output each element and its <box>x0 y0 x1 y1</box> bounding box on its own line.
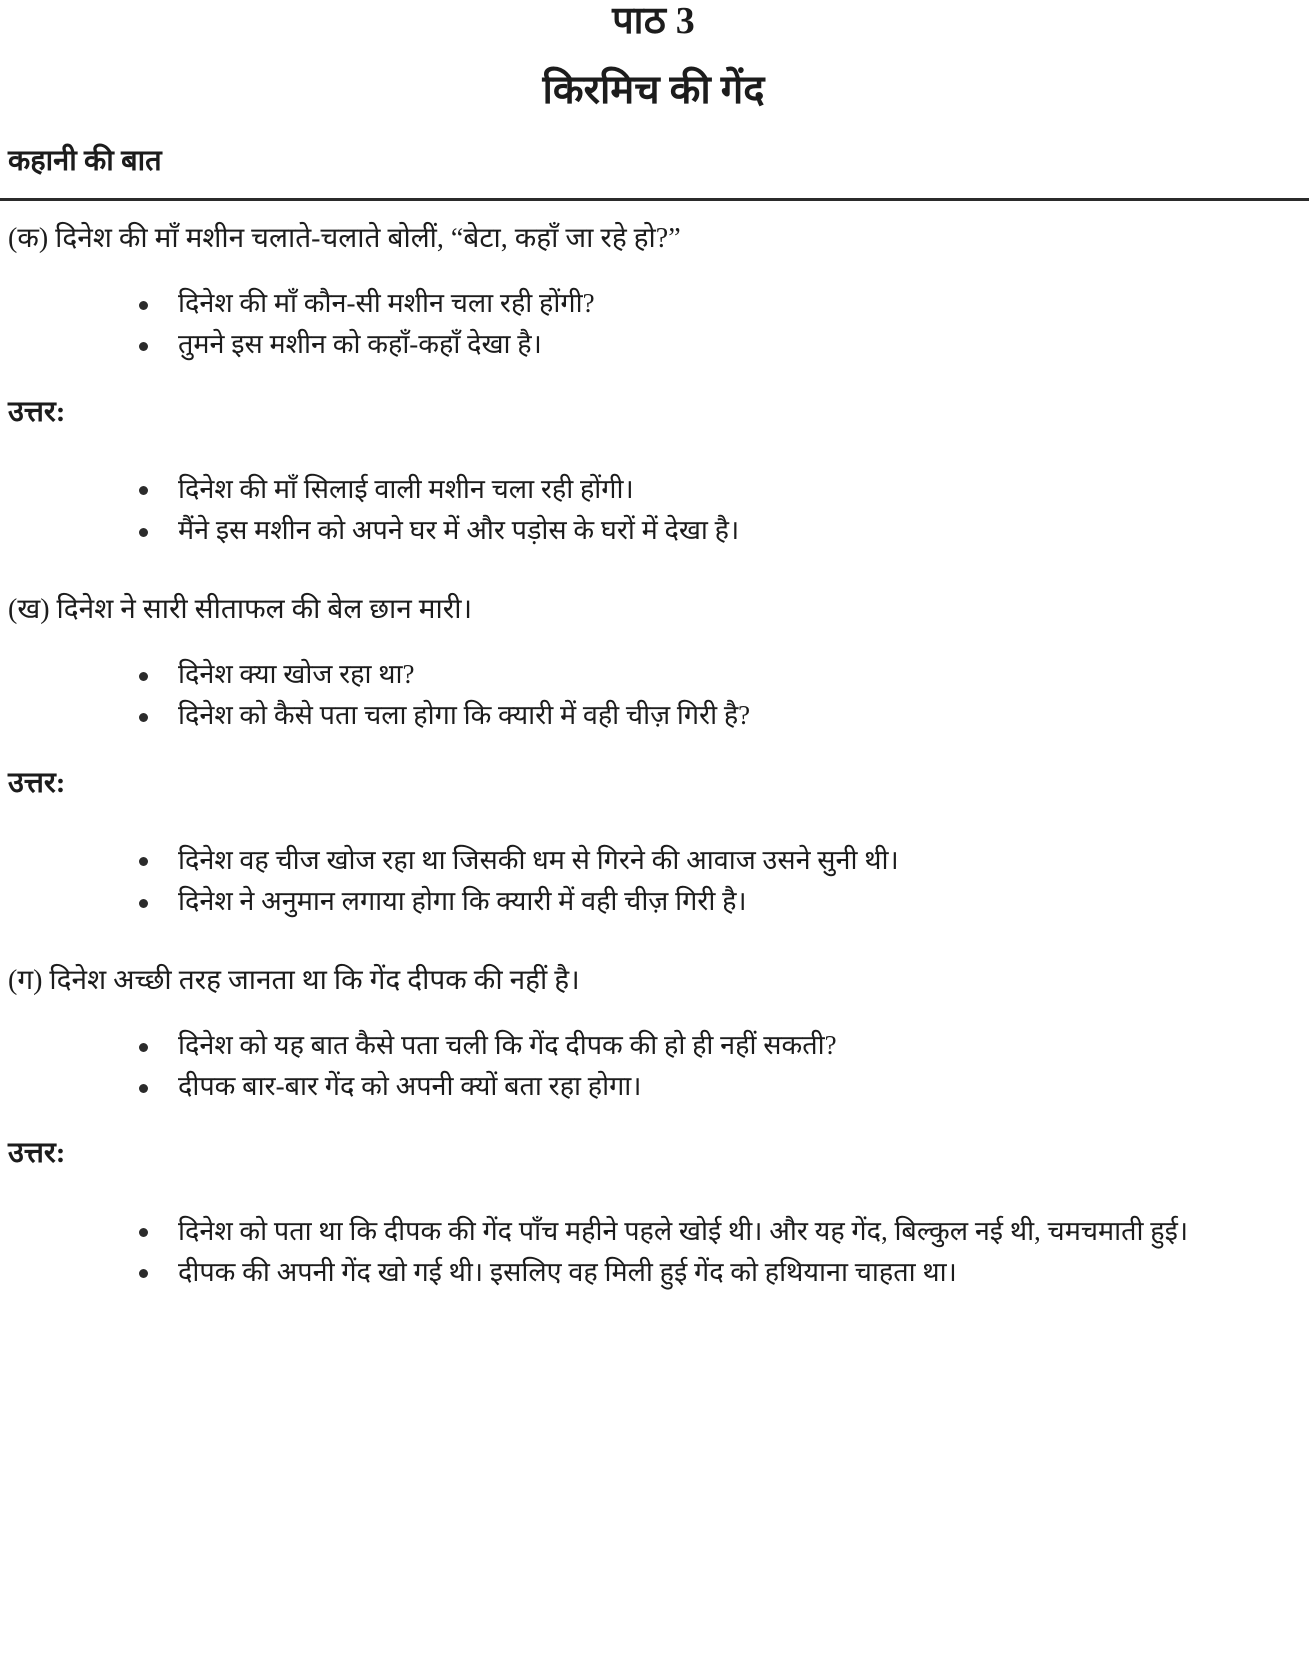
bullet-icon <box>139 672 148 681</box>
bullet-icon <box>139 713 148 722</box>
bullet-icon <box>139 342 148 351</box>
list-item-text: दिनेश को पता था कि दीपक की गेंद पाँच महीने पहले खोई थी। और यह गेंद, बिल्कुल नई थी, चमचमाती हुई। <box>178 1215 1189 1246</box>
bullet-icon <box>139 857 148 866</box>
answer-heading: उत्तर: <box>8 1137 66 1170</box>
list-item <box>6 1067 1301 1106</box>
list-item-text: दिनेश वह चीज खोज रहा था जिसकी धम से गिरने की आवाज उसने सुनी थी। <box>178 844 899 875</box>
list-item-text: दिनेश क्या खोज रहा था? <box>178 659 415 690</box>
qa-block <box>6 219 1301 550</box>
list-item <box>6 882 1301 921</box>
list-item-text: दिनेश को कैसे पता चला होगा कि क्यारी में वही चीज़ गिरी है? <box>178 700 751 731</box>
list-item-text: तुमने इस मशीन को कहाँ-कहाँ देखा है। <box>178 329 542 360</box>
list-item <box>6 1253 1301 1292</box>
question-prompt: (ग) दिनेश अच्छी तरह जानता था कि गेंद दीपक की नहीं है। <box>8 964 580 996</box>
bullet-icon <box>139 1084 148 1093</box>
qa-block <box>6 961 1301 1292</box>
list-item <box>6 511 1301 550</box>
bullet-icon <box>139 1228 148 1237</box>
list-item-text: दिनेश की माँ सिलाई वाली मशीन चला रही होंगी। <box>178 473 634 504</box>
list-item <box>6 325 1301 364</box>
header-divider <box>0 198 1309 201</box>
question-list <box>6 284 1301 364</box>
list-item-text: दिनेश की माँ कौन-सी मशीन चला रही होंगी? <box>178 288 595 319</box>
list-item <box>6 655 1301 694</box>
qa-block <box>6 590 1301 921</box>
list-item-text: दिनेश ने अनुमान लगाया होगा कि क्यारी में वही चीज़ गिरी है। <box>178 885 747 916</box>
question-list <box>6 655 1301 735</box>
answer-list <box>6 841 1301 921</box>
question-list <box>6 1026 1301 1106</box>
bullet-icon <box>139 301 148 310</box>
answer-heading: उत्तर: <box>8 395 66 428</box>
list-item <box>6 696 1301 735</box>
chapter-title: किरमिच की गेंद <box>542 67 765 112</box>
content-body <box>6 112 1301 1292</box>
answer-list <box>6 1212 1301 1292</box>
list-item <box>6 284 1301 323</box>
list-item <box>6 1212 1301 1251</box>
list-item-text: मैंने इस मशीन को अपने घर में और पड़ोस के घरों में देखा है। <box>178 514 740 545</box>
chapter-label: पाठ 3 <box>612 0 695 42</box>
section-heading: कहानी की बात <box>8 145 162 177</box>
question-prompt: (क) दिनेश की माँ मशीन चलाते-चलाते बोलीं, “बेटा, कहाँ जा रहे हो?” <box>8 223 681 255</box>
answer-heading: उत्तर: <box>8 766 66 799</box>
bullet-icon <box>139 1043 148 1052</box>
list-item <box>6 470 1301 509</box>
list-item-text: दिनेश को यह बात कैसे पता चली कि गेंद दीपक की हो ही नहीं सकती? <box>178 1030 837 1061</box>
answer-list <box>6 470 1301 550</box>
bullet-icon <box>139 486 148 495</box>
question-prompt: (ख) दिनेश ने सारी सीताफल की बेल छान मारी। <box>8 594 473 626</box>
list-item-text: दीपक की अपनी गेंद खो गई थी। इसलिए वह मिली हुई गेंद को हथियाना चाहता था। <box>178 1256 957 1287</box>
bullet-icon <box>139 1269 148 1278</box>
list-item-text: दीपक बार-बार गेंद को अपनी क्यों बता रहा होगा। <box>178 1071 642 1102</box>
list-item <box>6 1026 1301 1065</box>
bullet-icon <box>139 899 148 908</box>
list-item <box>6 841 1301 880</box>
title-block <box>6 0 1301 112</box>
bullet-icon <box>139 528 148 537</box>
